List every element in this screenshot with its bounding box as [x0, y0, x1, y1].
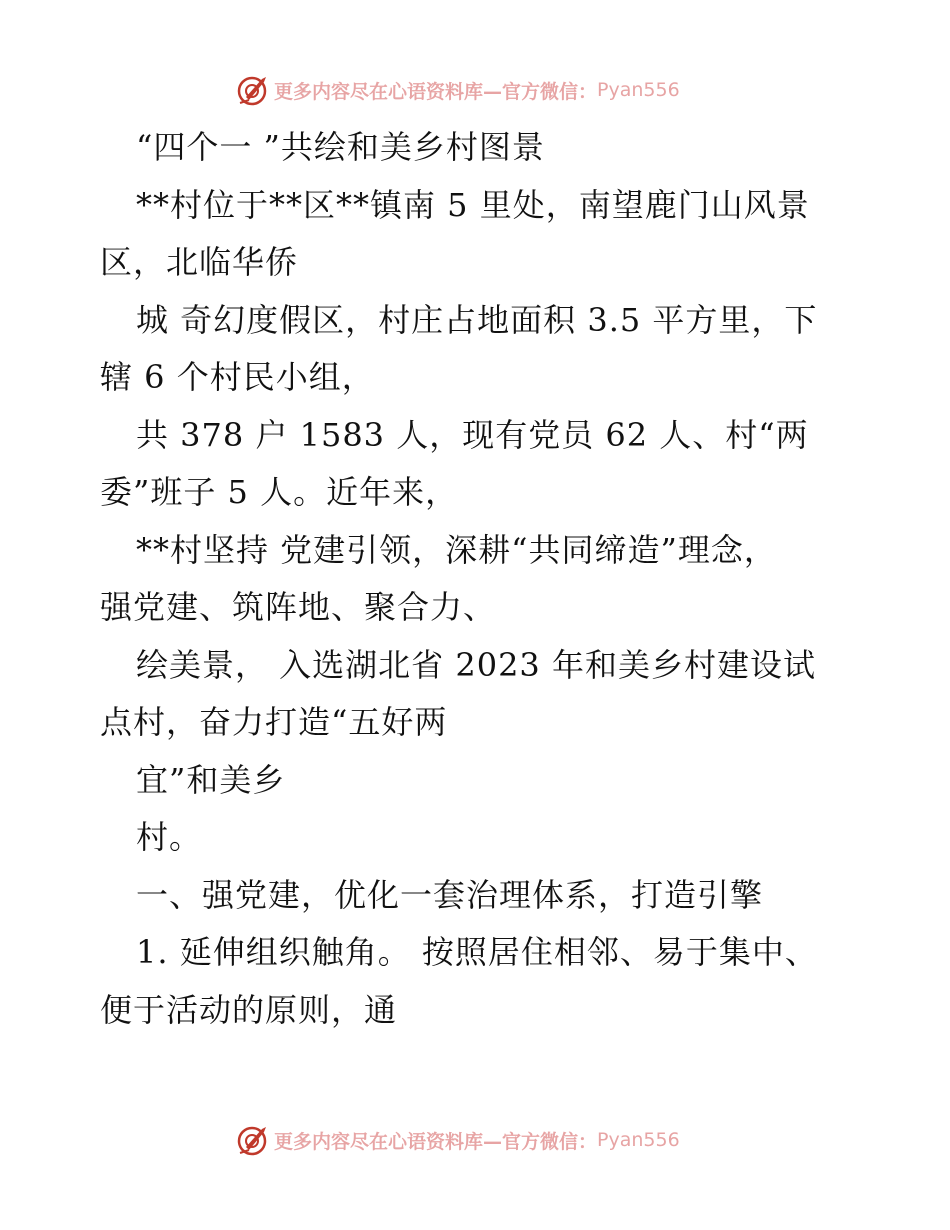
text-line: 宜”和美乡: [136, 760, 286, 799]
section-heading: 一、强党建，优化一套治理体系，打造引擎: [136, 875, 764, 914]
text-line: 辖 6 个村民小组，: [100, 358, 375, 396]
watermark-wechat-id: Pyan556: [597, 1129, 680, 1151]
watermark-wechat-id: Pyan556: [597, 79, 680, 101]
watermark-text: 更多内容尽在心语资料库—官方微信：: [274, 1130, 598, 1153]
quill-logo-icon: [236, 73, 270, 107]
watermark-text: 更多内容尽在心语资料库—官方微信：: [274, 80, 598, 103]
text-line: 村。: [136, 818, 203, 856]
text-line: 点村，奋力打造“五好两: [100, 703, 448, 741]
watermark-footer: [236, 1122, 680, 1158]
text-line: **村位于**区**镇南 5 里处，南望鹿门山风景: [136, 185, 810, 224]
text-line: 城 奇幻度假区，村庄占地面积 3.5 平方里，下: [136, 300, 818, 339]
watermark-header: [236, 72, 680, 108]
text-line: 区，北临华侨: [100, 243, 299, 281]
text-line: 委”班子 5 人。近年来，: [100, 473, 459, 511]
quill-logo-icon: [236, 1123, 270, 1157]
text-line: 便于活动的原则，通: [100, 990, 398, 1029]
text-line: 绘美景， 入选湖北省 2023 年和美乡村建设试: [136, 645, 816, 684]
text-line: 1. 延伸组织触角。 按照居住相邻、易于集中、: [136, 933, 818, 971]
document-body: [100, 119, 860, 1039]
text-line: 强党建、筑阵地、聚合力、: [100, 588, 497, 626]
text-line: “四个一 ”共绘和美乡村图景: [136, 128, 545, 166]
text-line: 共 378 户 1583 人，现有党员 62 人、村“两: [136, 415, 809, 454]
text-line: **村坚持 党建引领，深耕“共同缔造”理念，: [136, 530, 777, 569]
